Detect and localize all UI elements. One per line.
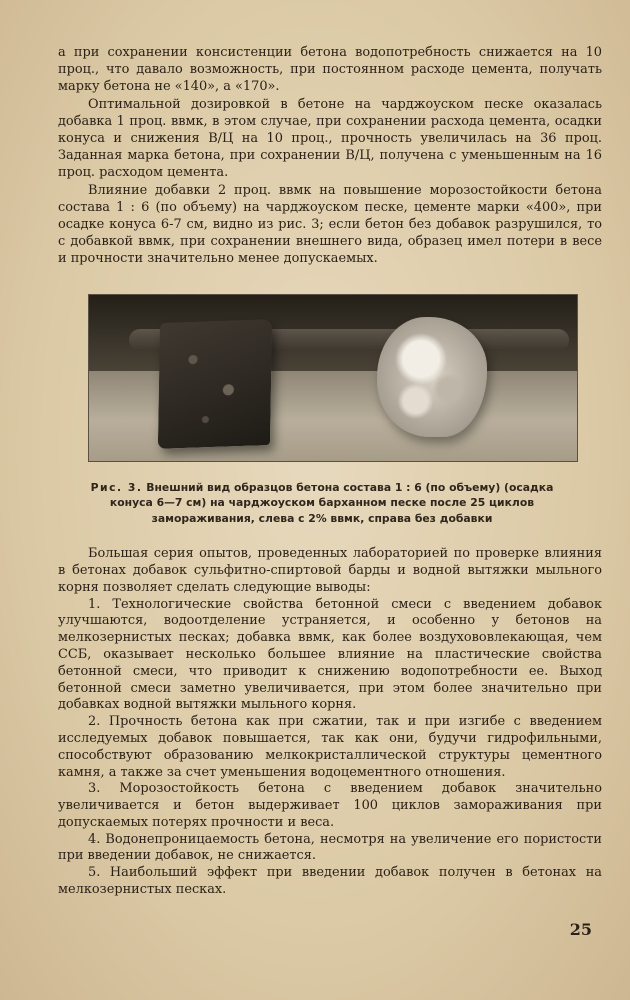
conclusion-item-2: 2. Прочность бетона как при сжатии, так и при изгибе с введением исследуемых добавок повышается, так как они, будучи гидрофильными, способствуют образованию мелкокристаллической структуры цементного камня, а также за счет уменьшения водоцементного отношения. <box>58 714 602 780</box>
conclusion-item-3: 3. Морозостойкость бетона с введением добавок значительно увеличивается и бетон выдерживает 100 циклов замораживания при допускаемых потерях прочности и веса. <box>58 781 602 830</box>
paragraph-frost-resistance: Влияние добавки 2 проц. ввмк на повышение морозостойкости бетона состава 1 : 6 (по объему) на чарджоуском песке, цементе марки «400», при осадке конуса 6-7 см, видно из рис. 3; если бетон без добавок разрушился, то с добавкой ввмк, при сохранении внешнего вида, образец имел потери в весе и прочности значительно менее допускаемых. <box>58 182 602 267</box>
figure-caption <box>72 480 572 527</box>
figure-photo-concrete-specimens <box>88 294 578 462</box>
figure-caption-text: Внешний вид образцов бетона состава 1 : 6 (по объему) (осадка конуса 6—7 см) на чарджоуском барханном песке после 25 циклов замораживания, слева с 2% ввмк, справа без добавки <box>109 480 554 525</box>
conclusion-item-5: 5. Наибольший эффект при введении добавок получен в бетонах на мелкозернистых песках. <box>58 865 602 898</box>
specimen-without-additive <box>377 317 487 437</box>
page-number: 25 <box>569 920 592 939</box>
paragraph-continuation: а при сохранении консистенции бетона водопотребность снижается на 10 проц., что давало возможность, при постоянном расходе цемента, получать марку бетона не «140», а «170». <box>58 45 602 95</box>
conclusions-intro: Большая серия опытов, проведенных лабораторией по проверке влияния в бетонах добавок сульфитно-спиртовой барды и водной вытяжки мыльного корня позволяет сделать следующие выводы: <box>58 546 602 595</box>
specimen-with-additive <box>158 319 272 449</box>
conclusions-block <box>58 546 602 899</box>
conclusion-item-1: 1. Технологические свойства бетонной смеси с введением добавок улучшаются, водоотделение устраняется, и особенно у бетонов на мелкозернистых песках; добавка ввмк, как более воздухововлекающая, чем ССБ, оказывает несколько большее влияние на пластические свойства бетонной смеси, что приводит к снижению водопотребности ее. Выход бетонной смеси заметно увеличивается, при этом более значительно при добавках водной вытяжки мыльного корня. <box>58 596 602 713</box>
paragraph-optimal-dosage: Оптимальной дозировкой в бетоне на чарджоуском песке оказалась добавка 1 проц. ввмк, в этом случае, при сохранении расхода цемента, осадки конуса и снижения В/Ц на 10 проц., прочность увеличилась на 36 проц. Заданная марка бетона, при сохранении В/Ц, получена с уменьшенным на 16 проц. расходом цемента. <box>58 96 602 181</box>
top-text-block <box>58 44 602 268</box>
conclusion-item-4: 4. Водонепроницаемость бетона, несмотря на увеличение его пористости при введении добавок, не снижается. <box>58 831 602 864</box>
figure-caption-label: Рис. 3. <box>90 480 143 494</box>
